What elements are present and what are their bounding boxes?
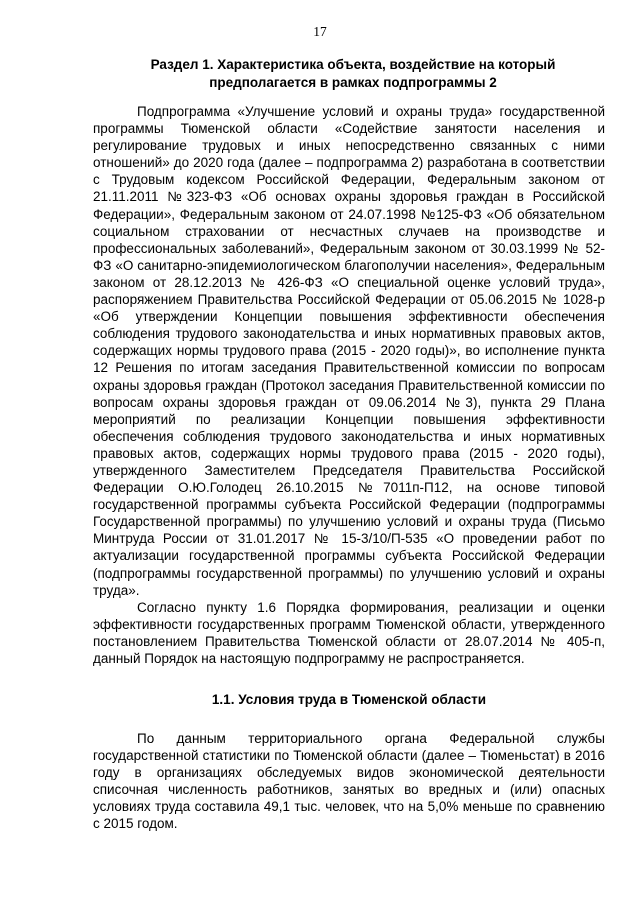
paragraph-procedure-exemption: Согласно пункту 1.6 Порядка формирования, реализации и оценки эффективности государственных программ Тюменской области, утвержденного постановлением Правительства Тюменской области от 28.07.2014 № 405-п, данный Порядок на настоящую подпрограмму не распространяется.: [93, 599, 605, 666]
paragraph-subprogram-basis: Подпрограмма «Улучшение условий и охраны труда» государственной программы Тюменской области «Содействие занятости населения и регулирование трудовых и иных непосредственно связанных с ними отношений» до 2020 года (далее – подпрограмма 2) разработана в соответствии с Трудовым кодексом Российской Федерации, Федеральным законом от 21.11.2011 №323-ФЗ «Об основах охраны здоровья граждан в Российской Федерации», Федеральным законом от 24.07.1998 №125-ФЗ «Об обязательном социальном страховании от несчастных случаев на производстве и профессиональных заболеваний», Федеральным законом от 30.03.1999 № 52-ФЗ «О санитарно-эпидемиологическом благополучии населения», Федеральным законом от 28.12.2013 № 426-ФЗ «О специальной оценке условий труда», распоряжением Правительства Российской Федерации от 05.06.2015 № 1028-р «Об утверждении Концепции повышения эффективности обеспечения соблюдения трудового законодательства и иных нормативных правовых актов, содержащих нормы трудового права (2015 - 2020 годы)», во исполнение пункта 12 Решения по итогам заседания Правительственной комиссии по вопросам охраны здоровья граждан (Протокол заседания Правительственной комиссии по вопросам охраны здоровья граждан от 09.06.2014 №3), пункта 29 Плана мероприятий по реализации Концепции повышения эффективности обеспечения соблюдения трудового законодательства и иных нормативных правовых актов, содержащих нормы трудового права (2015 - 2020 годы), утвержденного Заместителем Председателя Правительства Российской Федерации О.Ю.Голодец 26.10.2015 №7011п-П12, на основе типовой государственной программы субъекта Российской Федерации (подпрограммы Государственной программы) по улучшению условий и охраны труда (Письмо Минтруда России от 31.01.2017 № 15-3/10/П-535 «О проведении работ по актуализации государственной программы субъекта Российской Федерации (подпрограммы государственной программы) по улучшению условий и охраны труда».: [93, 104, 605, 598]
page-number: 17: [313, 24, 327, 39]
paragraph-labor-conditions: По данным территориального органа Федеральной службы государственной статистики по Тюменской области (далее – Тюменьстат) в 2016 году в организациях обследуемых видов экономической деятельности списочная численность работников, занятых во вредных и (или) опасных условиях труда составила 49,1 тыс. человек, что на 5,0% меньше по сравнению с 2015 годом.: [93, 730, 605, 832]
document-body: [93, 56, 605, 832]
subsection-title: 1.1. Условия труда в Тюменской области: [211, 692, 487, 708]
section-title: Раздел 1. Характеристика объекта, воздействие на который предполагается в рамках подпрограммы 2: [150, 57, 556, 90]
